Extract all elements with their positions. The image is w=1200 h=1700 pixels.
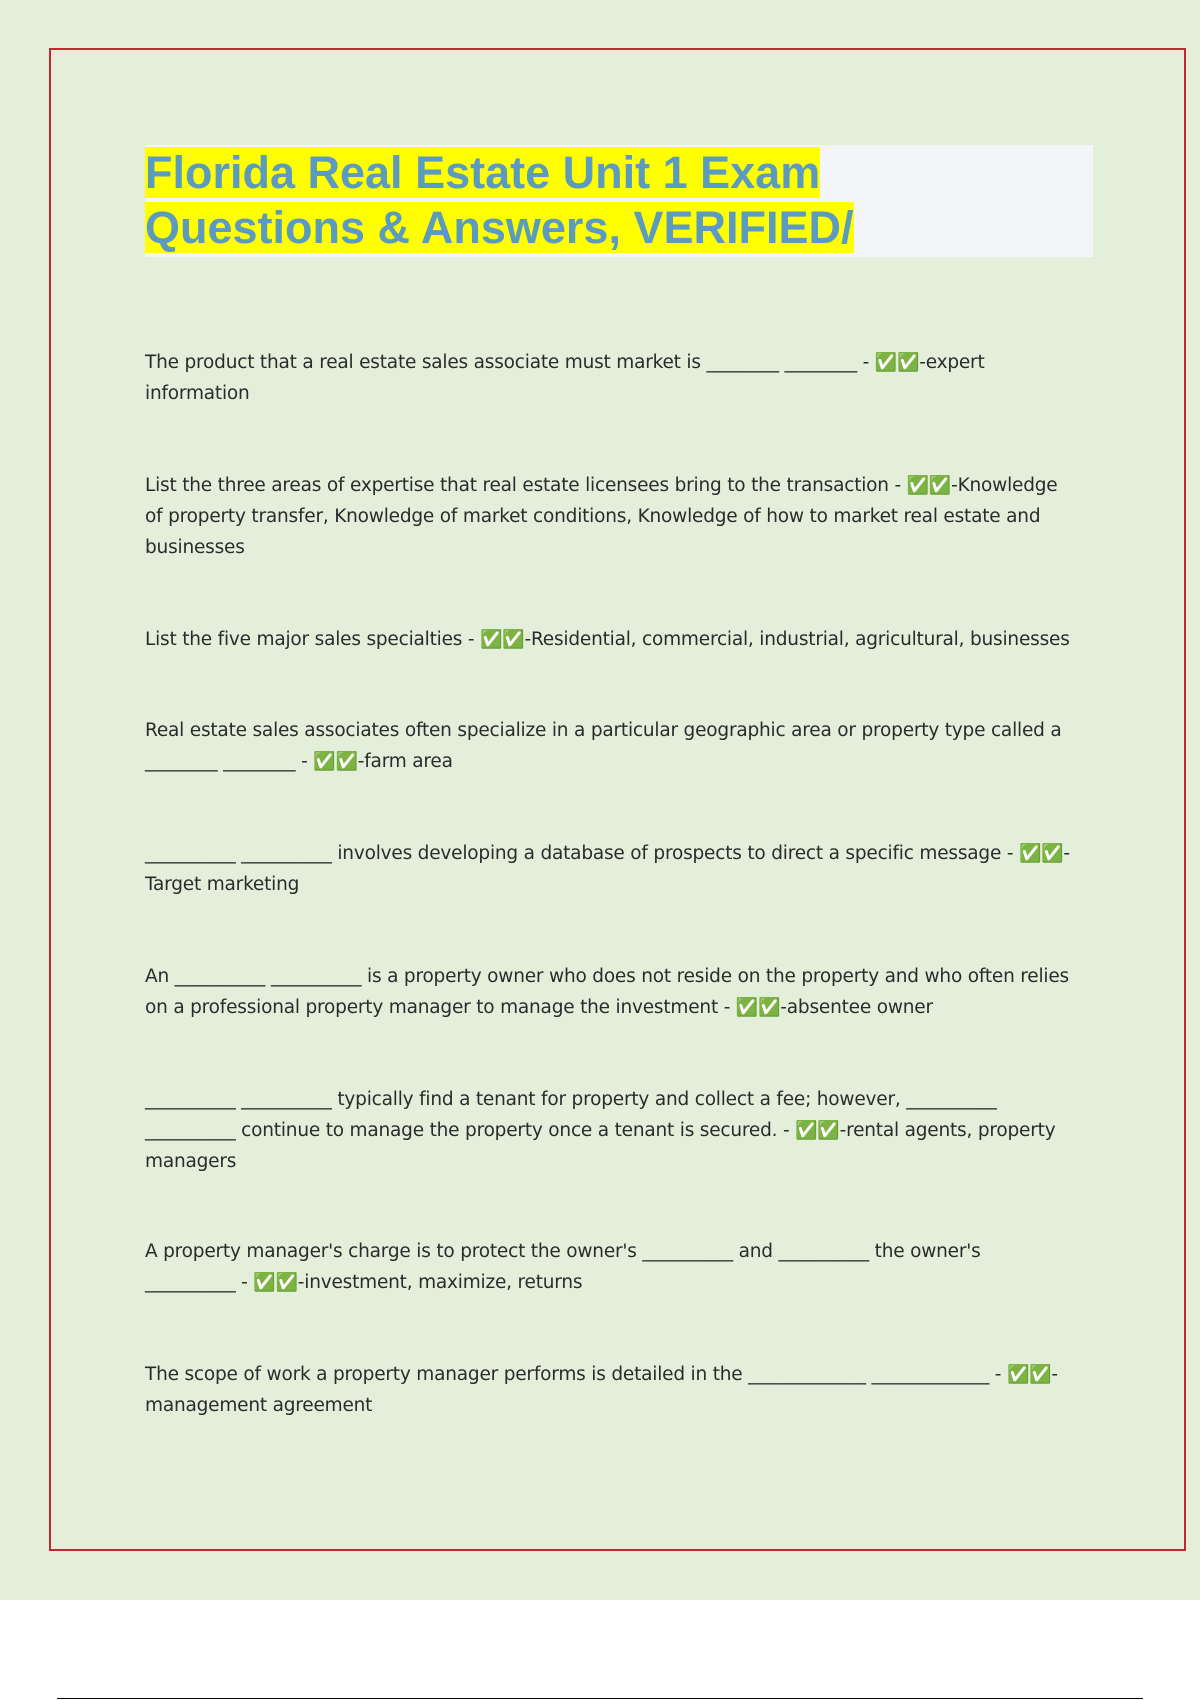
question-text: An __________ __________ is a property owner who does not reside on the property and who often relies on a professional property manager to manage the investment - [145,966,1069,1018]
double-check-icon: ✅✅ [313,751,358,772]
double-check-icon: ✅✅ [874,352,920,373]
answer-text: -Residential, commercial, industrial, agricultural, businesses [524,629,1070,650]
qa-item-3 [145,624,1075,655]
double-check-icon: ✅✅ [795,1120,840,1141]
question-text: A property manager's charge is to protect the owner's __________ and __________ the owner's __________ - [145,1241,981,1293]
question-text: Real estate sales associates often specialize in a particular geographic area or property type called a ________ ________ - [145,720,1062,772]
answer-text: -absentee owner [780,997,933,1018]
qa-item-8 [145,1236,1075,1298]
qa-item-7 [145,1084,1075,1177]
title-line-2: Questions & Answers, VERIFIED/ [145,202,854,253]
answer-text: -Knowledge of property transfer, Knowledge of market conditions, Knowledge of how to market real estate and businesses [145,475,1058,558]
document-title [145,145,965,255]
question-text: The product that a real estate sales associate must market is ________ ________ - [145,352,875,373]
answer-text: -rental agents, property managers [145,1120,1056,1172]
qa-item-5 [145,838,1075,900]
double-check-icon: ✅✅ [735,997,781,1018]
qa-item-1 [145,347,1075,409]
qa-item-2 [145,470,1075,563]
answer-text: -management agreement [145,1364,1058,1416]
double-check-icon: ✅✅ [253,1272,298,1293]
answer-text: -Target marketing [145,843,1070,895]
double-check-icon: ✅✅ [1006,1364,1052,1385]
double-check-icon: ✅✅ [480,629,525,650]
double-check-icon: ✅✅ [1018,843,1064,864]
page-border-frame [49,48,1186,1551]
answer-text: -expert information [145,352,985,404]
answer-text: -farm area [357,751,453,772]
qa-item-4 [145,715,1075,777]
question-text: List the three areas of expertise that real estate licensees bring to the transaction - [145,475,907,496]
title-line-1: Florida Real Estate Unit 1 Exam [145,147,821,198]
question-text: List the five major sales specialties - [145,629,481,650]
answer-text: -investment, maximize, returns [297,1272,583,1293]
qa-item-6 [145,961,1075,1023]
qa-item-9 [145,1359,1075,1421]
question-text: __________ __________ involves developing a database of prospects to direct a specific message - [145,843,1019,864]
question-text: The scope of work a property manager performs is detailed in the _____________ _____________ - [145,1364,1007,1385]
question-text: __________ __________ typically find a tenant for property and collect a fee; however, __________ __________ continue to manage the property once a tenant is secured. - [145,1089,997,1141]
page-bottom-rule [57,1698,1143,1699]
double-check-icon: ✅✅ [906,475,952,496]
